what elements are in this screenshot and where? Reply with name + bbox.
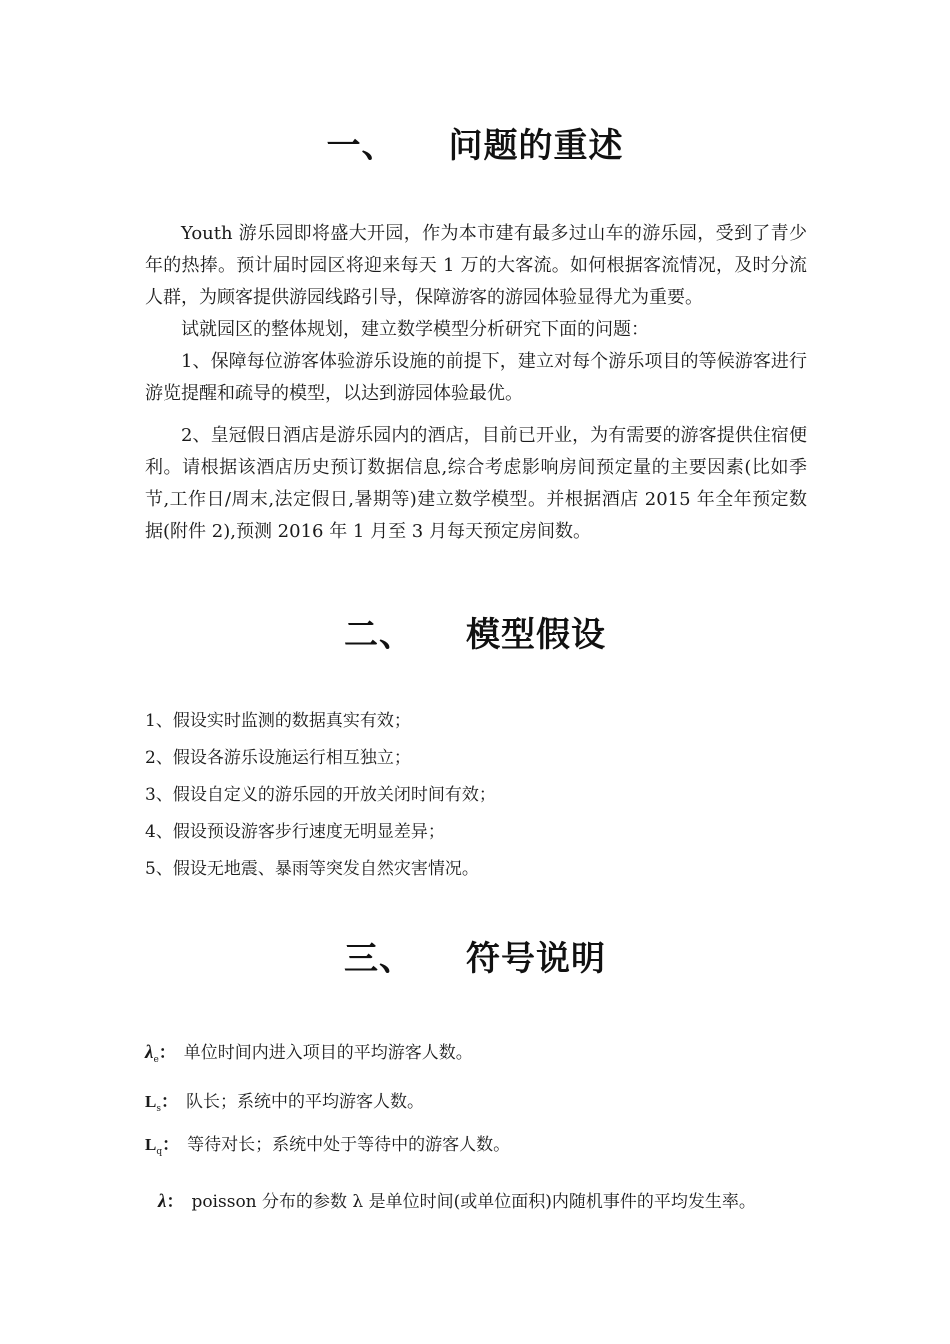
- section-heading-symbols: [0, 931, 950, 980]
- paragraph-intro: Youth 游乐园即将盛大开园，作为本市建有最多过山车的游乐园，受到了青少年的热捧。预计届时园区将迎来每天 1 万的大客流。如何根据客流情况，及时分流人群，为顾客提供游园线路引导，保障游客的游园体验显得尤为重要。: [145, 223, 807, 308]
- symbol-description: 队长；系统中的平均游客人数。: [185, 1092, 424, 1112]
- paragraph-question-2: 2、皇冠假日酒店是游乐园内的酒店，目前已开业，为有需要的游客提供住宿便利。请根据该酒店历史预订数据信息,综合考虑影响房间预定量的主要因素(比如季节,工作日/周末,法定假日,暑期等)建立数学模型。并根据酒店 2015 年全年预定数据(附件 2),预测 2016 年 1 月至 3 月每天预定房间数。: [145, 425, 807, 542]
- symbol-colon: ：: [160, 1092, 178, 1112]
- section-number: 二、: [344, 615, 414, 655]
- section-heading-restatement: [0, 118, 950, 167]
- section-title: 模型假设: [466, 615, 606, 655]
- list-item: 3、假设自定义的游乐园的开放关闭时间有效；: [145, 785, 496, 805]
- list-item: 2、假设各游乐设施运行相互独立；: [145, 748, 411, 768]
- symbol-colon: ：: [158, 1043, 176, 1063]
- symbol-description: 单位时间内进入项目的平均游客人数。: [183, 1043, 473, 1063]
- symbol: λ: [158, 1191, 167, 1212]
- section-heading-assumptions: [0, 607, 950, 656]
- symbol-row-lq: [145, 1132, 825, 1165]
- symbol: L: [145, 1092, 157, 1111]
- symbol-colon: ：: [162, 1135, 180, 1155]
- list-item: 4、假设预设游客步行速度无明显差异；: [145, 822, 445, 842]
- symbol-subscript: s: [156, 1104, 161, 1114]
- section-number: 三、: [344, 939, 414, 979]
- symbol-subscript: q: [156, 1147, 163, 1157]
- symbol-description: poisson 分布的参数 λ 是单位时间(或单位面积)内随机事件的平均发生率。: [191, 1192, 756, 1212]
- section-title: 符号说明: [466, 939, 606, 979]
- section-number: 一、: [326, 126, 397, 166]
- assumption-list: [145, 703, 807, 888]
- paragraph-question-1: 1、保障每位游客体验游乐设施的前提下，建立对每个游乐项目的等候游客进行游览提醒和疏导的模型，以达到游园体验最优。: [145, 351, 807, 404]
- section-title: 问题的重述: [448, 126, 624, 166]
- symbol-colon: ：: [166, 1192, 184, 1212]
- symbol-subscript: e: [153, 1055, 159, 1065]
- symbol: λ: [145, 1042, 154, 1063]
- paragraph-task: 试就园区的整体规划，建立数学模型分析研究下面的问题：: [181, 319, 649, 340]
- symbol-description: 等待对长；系统中处于等待中的游客人数。: [187, 1135, 511, 1155]
- symbol-row-lambda: [158, 1189, 838, 1215]
- list-item: 5、假设无地震、暴雨等突发自然灾害情况。: [145, 859, 479, 879]
- symbol: L: [145, 1135, 157, 1154]
- list-item: 1、假设实时监测的数据真实有效；: [145, 711, 411, 731]
- symbol-row-lambda-e: [145, 1040, 825, 1073]
- symbol-row-ls: [145, 1089, 825, 1122]
